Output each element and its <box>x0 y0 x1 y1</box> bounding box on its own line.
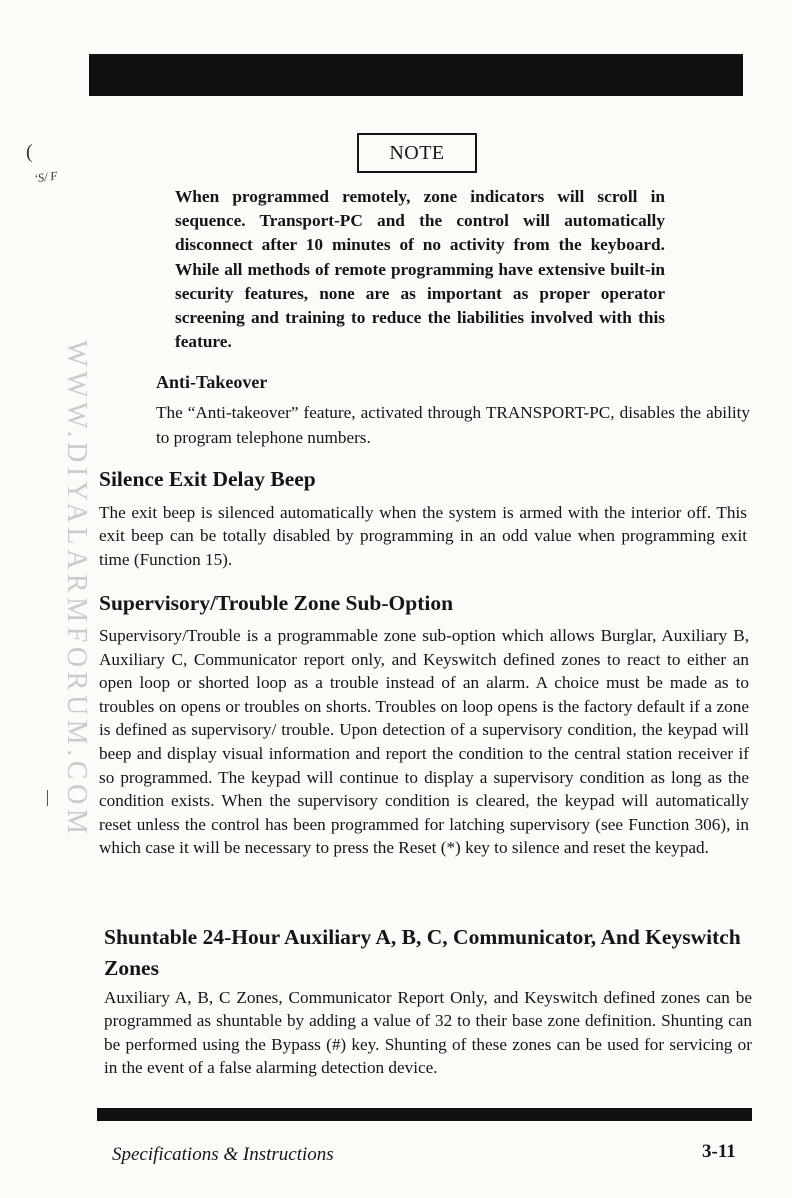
supervisory-text: Supervisory/Trouble is a programmable zone sub-option which allows Burglar, Auxiliary B, Auxiliary C, Communicator report only, and Keyswitch defined zones to react to either an open loop or shorted loop as a trouble instead of an alarm. A choice must be made as to troubles on opens or troubles on shorts. Troubles on loop opens is the factory default if a zone is defined as supervisory/ trouble. Upon detection of a supervisory condition, the keypad will beep and display visual information and report the condition to the central station receiver if so programmed. The keypad will continue to display a supervisory condition as long as the condition exists. When the supervisory condition is cleared, the keypad will automatically reset unless the control has been programmed for latching supervisory (see Function 306), in which case it will be necessary to press the Reset (*) key to silence and reset the keypad. <box>99 626 749 858</box>
margin-tick <box>47 790 48 806</box>
shuntable-text: Auxiliary A, B, C Zones, Communicator Report Only, and Keyswitch defined zones can be programmed as shuntable by adding a value of 32 to their base zone definition. Shunting can be performed using the Bypass (#) key. Shunting of these zones can be used for servicing or in the event of a false alarming detection device. <box>104 988 752 1077</box>
watermark: WWW.DIYALARMFORUM.COM <box>61 340 92 839</box>
shuntable-heading: Shuntable 24-Hour Auxiliary A, B, C, Communicator, And Keyswitch Zones <box>104 925 741 980</box>
footer-doc-title: Specifications & Instructions <box>112 1144 334 1165</box>
footer-bar <box>97 1108 752 1121</box>
margin-scribble-initials: ‘S/ F <box>33 168 59 186</box>
page-number: 3-11 <box>702 1141 736 1162</box>
silence-exit-text: The exit beep is silenced automatically when the system is armed with the interior off. This exit beep can be totally disabled by programming in an odd value when programming exit time (Function 15). <box>99 503 747 569</box>
header-bar <box>89 54 743 96</box>
anti-takeover-text: The “Anti-takeover” feature, activated through TRANSPORT-PC, disables the ability to program telephone numbers. <box>156 403 750 447</box>
silence-exit-heading: Silence Exit Delay Beep <box>99 467 316 491</box>
note-text: When programmed remotely, zone indicators will scroll in sequence. Transport-PC and the control will automatically disconnect after 10 minutes of no activity from the keyboard. While all methods of remote programming have extensive built-in security features, none are as important as proper operator screening and training to reduce the liabilities involved with this feature. <box>175 187 665 352</box>
anti-takeover-heading: Anti-Takeover <box>156 372 268 392</box>
margin-scribble: ( <box>26 141 33 163</box>
supervisory-heading: Supervisory/Trouble Zone Sub-Option <box>99 591 454 615</box>
note-label-box: NOTE <box>357 133 477 173</box>
